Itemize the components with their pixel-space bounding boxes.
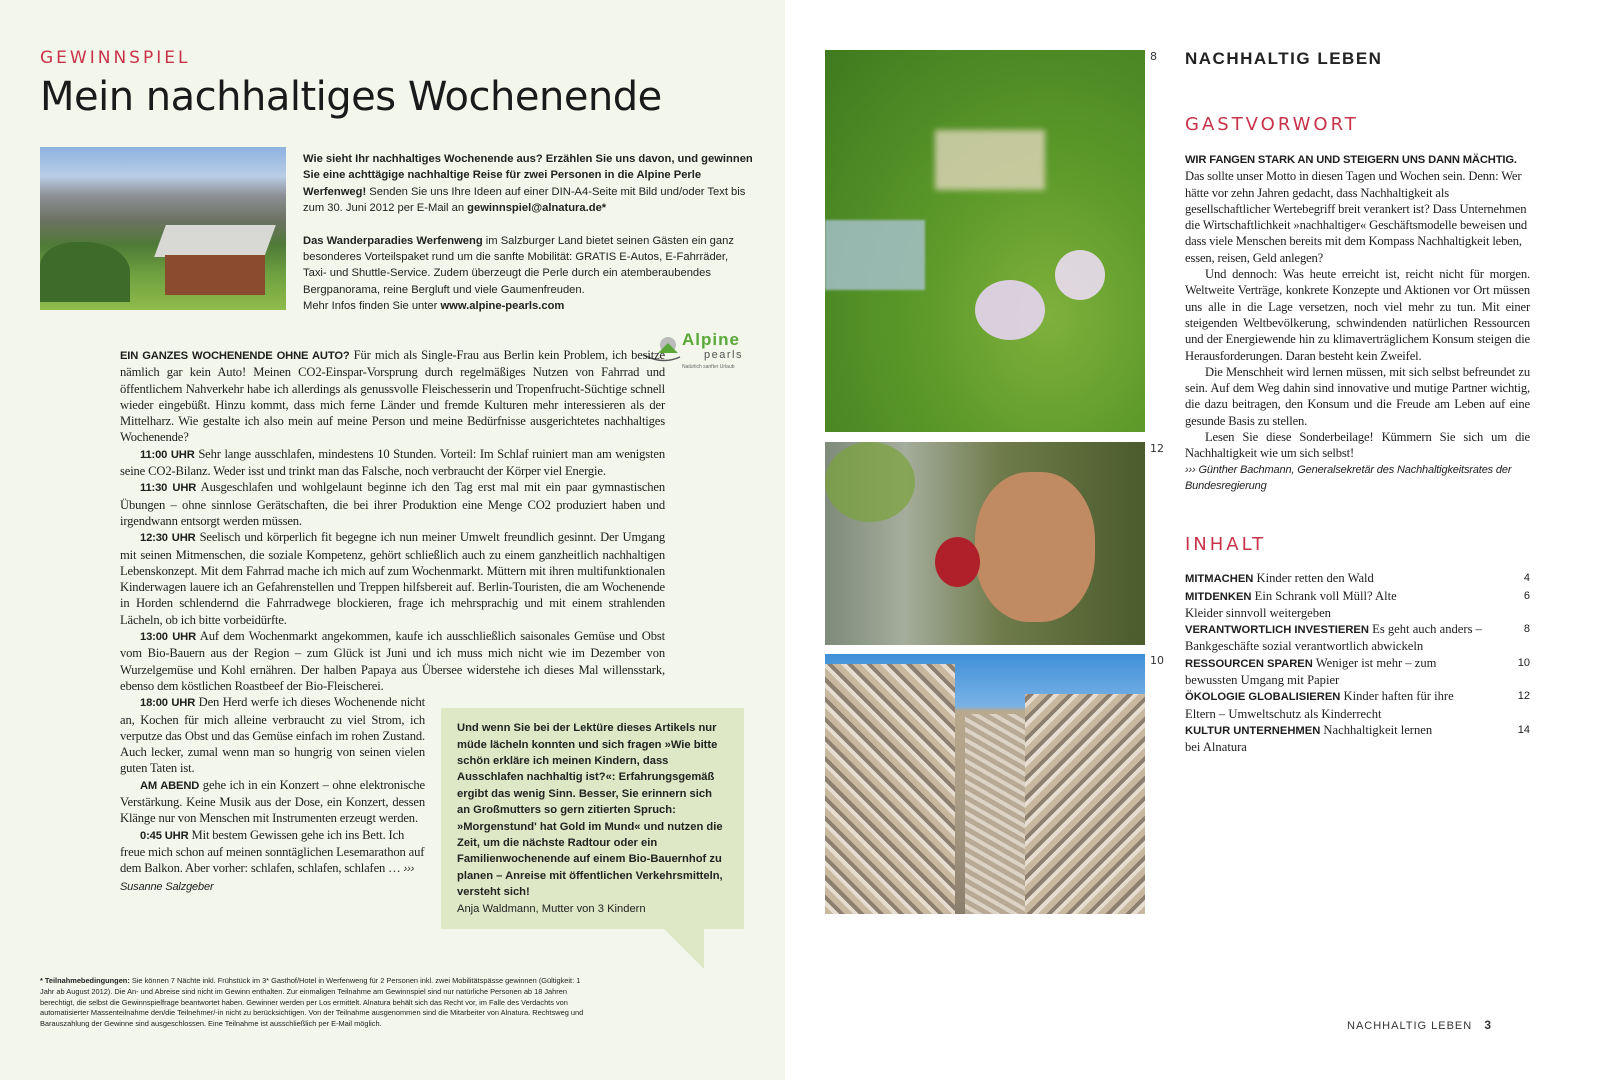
photo-number: 8 <box>1150 50 1157 63</box>
footnote: * Teilnahmebedingungen: Sie können 7 Nächte inkl. Frühstück im 3* Gasthof/Hotel in Werfenweng für 2 Personen inkl. zwei Mobilitätspässe gewinnen (Gültigkeit: 1 Jahr ab August 2012). Die An- und Abreise sind nicht im Gewinn enthalten. Zur einmaligen Teilnahme am Gewinnspiel sind nur natürliche Personen ab 18 Jahren berechtigt, die selbst die Gewinnspielfrage beantwortet haben. Gewinner werden per Los ermittelt. Alnatura behält sich das Recht vor, im Falle des Verdachts von automatisierter Massenteilnahme den/die Teilnehmer/-in nicht zu berücksichtigen. Von der Teilnahme ausgenommen sind die Mitarbeiter von Alnatura. Rechtsweg und Barauszahlung der Gewinne sind ausgeschlossen. Eine Teilnahme ist ausschließlich per E-Mail möglich. <box>40 976 584 1029</box>
table-of-contents <box>1185 570 1530 755</box>
page-title: Mein nachhaltiges Wochenende <box>40 74 662 120</box>
toc-item[interactable]: KULTUR UNTERNEHMEN Nachhaltigkeit lernen bei Alnatura 14 <box>1185 722 1530 755</box>
author: ››› Susanne Salzgeber <box>120 863 415 893</box>
mountain-farmhouse-photo <box>40 147 286 310</box>
article <box>120 347 744 929</box>
toc-item[interactable]: MITMACHEN Kinder retten den Wald 4 <box>1185 571 1530 586</box>
toc-item[interactable]: RESSOURCEN SPAREN Weniger ist mehr – zum bewussten Umgang mit Papier 10 <box>1185 655 1530 688</box>
guest-heading: GASTVORWORT <box>1185 114 1359 135</box>
toc-item[interactable]: ÖKOLOGIE GLOBALISIEREN Kinder haften für ihre Eltern – Umweltschutz als Kinderrecht 12 <box>1185 689 1530 721</box>
toc-item[interactable]: MITDENKEN Ein Schrank voll Müll? Alte Kleider sinnvoll weitergeben 6 <box>1185 588 1530 620</box>
left-page <box>0 0 785 1080</box>
callout-box: Und wenn Sie bei der Lektüre dieses Artikels nur müde lächeln konnten und sich fragen »Wie bitte schön erkläre ich meinen Kindern, dass Ausschlafen nachhaltig ist?«: Erfahrungsgemäß ergibt das wenig Sinn. Besser, Sie erinnern sich an Großmutters so gern zitierten Spruch: »Morgenstund' hat Gold im Mund« und nutzen die Zeit, um die nächste Radtour oder ein Familienwochenende auf einem Bio-Bauernhof zu planen – Anreise mit öffentlichen Verkehrsmitteln, versteht sich! Anja Waldmann, Mutter von 3 Kindern <box>441 708 744 929</box>
callout-signature: Anja Waldmann, Mutter von 3 Kindern <box>457 902 646 915</box>
intro-text: Wie sieht Ihr nachhaltiges Wochenende aus? Erzählen Sie uns davon, und gewinnen Sie eine achttägige nachhaltige Reise für zwei Personen in die Alpine Perle Werfenweg! Senden Sie uns Ihre Ideen auf einer DIN-A4-Seite mit Bild und/oder Text bis zum 30. Juni 2012 per E-Mail an gewinnspiel@alnatura.de* Das Wanderparadies Werfenweng im Salzburger Land bietet seinen Gästen ein ganz besonderes Vorteilspaket rund um die sanfte Mobilität: GRATIS E-Autos, E-Fahrräder, Taxi- und Shuttle-Service. Zudem überzeugt die Perle durch ein atemberaubendes Bergpanorama, reine Bergluft und viele Gaumenfreuden. Mehr Infos finden Sie unter www.alpine-pearls.com Alpine pearls Natürlich sanfter Urlaub <box>303 151 753 375</box>
alpine-pearls-logo: Alpine pearls Natürlich sanfter Urlaub <box>642 331 753 375</box>
flowers-banknotes-photo <box>825 50 1145 432</box>
kicker: GEWINNSPIEL <box>40 48 191 68</box>
website-link[interactable]: www.alpine-pearls.com <box>440 300 565 313</box>
paper-bales-photo <box>825 654 1145 914</box>
photo-number: 10 <box>1150 654 1164 667</box>
boy-apple-photo <box>825 442 1145 645</box>
folio: NACHHALTIG LEBEN 3 <box>1347 1018 1493 1032</box>
toc-item[interactable]: VERANTWORTLICH INVESTIEREN Es geht auch anders – Bankgeschäfte sozial verantwortlich abwickeln 8 <box>1185 622 1530 654</box>
email-link[interactable]: gewinnspiel@alnatura.de* <box>467 202 607 215</box>
toc-heading: INHALT <box>1185 534 1267 556</box>
author: ››› Günther Bachmann, Generalsekretär des Nachhaltigkeitsrates der Bundesregierung <box>1185 463 1512 492</box>
guest-foreword: WIR FANGEN STARK AN UND STEIGERN UNS DANN MÄCHTIG. Das sollte unser Motto in diesen Tagen und Wochen sein. Denn: Wer hätte vor zehn Jahren gedacht, dass Nachhaltigkeit als gesellschaftlicher Wertebegriff breit verankert ist? Dass Unternehmen die Wirtschaftlichkeit »nachhaltiger« Geschäftsmodelle beweisen und dass viele Menschen bereits mit dem Kompass Nachhaltigkeit leben, essen, reisen, Geld anlegen? Und dennoch: Was heute erreicht ist, reicht nicht für morgen. Weltweite Verträge, konkrete Konzepte und Aktionen vor Ort müssen uns alle in die Lage versetzen, noch viel mehr zu tun. Mit einer steigenden Weltbevölkerung, schwindenden natürlichen Ressourcen und der Energiewende hin zu klimaverträglichem Konsum steigen die Herausforderungen. Daran besteht kein Zweifel. Die Menschheit wird lernen müssen, mit sich selbst befreundet zu sein. Auf dem Weg dahin sind innovative und mutige Partner wichtig, die dazu beitragen, den Konsum und die Freude am Leben auf eine gesunde Basis zu stellen. Lesen Sie diese Sonderbeilage! Kümmern Sie sich um die Nachhaltigkeit wie um sich selbst! ››› Günther Bachmann, Generalsekretär des Nachhaltigkeitsrates der Bundesregierung <box>1185 151 1530 494</box>
right-column <box>1185 48 1530 756</box>
article-body-narrow: 18:00 UHR Den Herd werfe ich dieses Wochenende nicht an, Kochen für mich alleine verbraucht zu viel Strom, ich verputze das Obst und das Gemüse einfach im rohen Zustand. Auch lecker, zumal wenn man so hungrig von seinen vielen guten Taten ist. AM ABEND gehe ich in ein Konzert – ohne elektronische Verstärkung. Keine Musik aus der Dose, ein Konzert, dessen Klänge nur von Menschen mit Instrumenten erzeugt werden. 0:45 UHR Mit bestem Gewissen gehe ich ins Bett. Ich freue mich schon auf meinen sonntäglichen Lesemarathon auf dem Balkon. Aber vorher: schlafen, schlafen, schlafen … ››› Susanne Salzgeber <box>120 695 425 893</box>
section-title: NACHHALTIG LEBEN <box>1185 49 1383 68</box>
callout-tail <box>664 929 704 969</box>
article-body: EIN GANZES WOCHENENDE OHNE AUTO? Für mich als Single-Frau aus Berlin kein Problem, ich besitze nämlich gar kein Auto! Meinen CO2-Einspar-Vorsprung durch regelmäßiges Nutzen von Fahrrad und öffentlichem Nahverkehr habe ich allerdings als genussvolle Fleischesserin und Tropenfrucht-Süchtige schnell wieder eingebüßt. Hinzu kommt, dass mich ferne Länder und fremde Kulturen mehr interessieren als der Mittelharz. Wie gestalte ich also mein auf meine Person und meine Bedürfnisse ausgerichtetes nachhaltiges Wochenende? 11:00 UHR Sehr lange ausschlafen, mindestens 10 Stunden. Vorteil: Im Schlaf ruiniert man am wenigsten seine CO2-Bilanz. Weder isst und trinkt man das Falsche, noch verbraucht der Körper viel Energie. 11:30 UHR Ausgeschlafen und wohlgelaunt beginne ich den Tag erst mal mit ein paar gymnastischen Übungen – ohne sinnlose Gerätschaften, die bei ihrer Produktion eine Menge CO2 produziert haben und irgendwann entsorgt werden müssen. 12:30 UHR Seelisch und körperlich fit begegne ich nun meiner Umwelt freundlich gesinnt. Der Umgang mit seinen Mitmenschen, die soziale Kompetenz, gehört schließlich auch zu einem ganzheitlich nachhaltigen Lebenskonzept. Mit dem Fahrrad mache ich mich auf zum Wochenmarkt. Müttern mit ihren multifunktionalen Kinderwagen lauere ich an Gefahrenstellen und Treppen hilfsbereit auf. Berlin-Touristen, die am Wochenende in Horden schlendernd die Fahrradwege blockieren, frage ich mehrsprachig und mit einem strahlenden Lächeln, ob ich bitte vorbeidürfte. 13:00 UHR Auf dem Wochenmarkt angekommen, kaufe ich ausschließlich saisonales Gemüse und Obst vom Bio-Bauern aus der Region – zum Glück ist Juni und ich muss mich nicht wie im Dezember von Wurzelgemüse und Kohl ernähren. Der halben Papaya aus Übersee widerstehe ich dieses Mal willensstark, ebenso dem köstlichen Roastbeef der Bio-Fleischerei. <box>120 348 665 693</box>
photo-number: 12 <box>1150 442 1164 455</box>
